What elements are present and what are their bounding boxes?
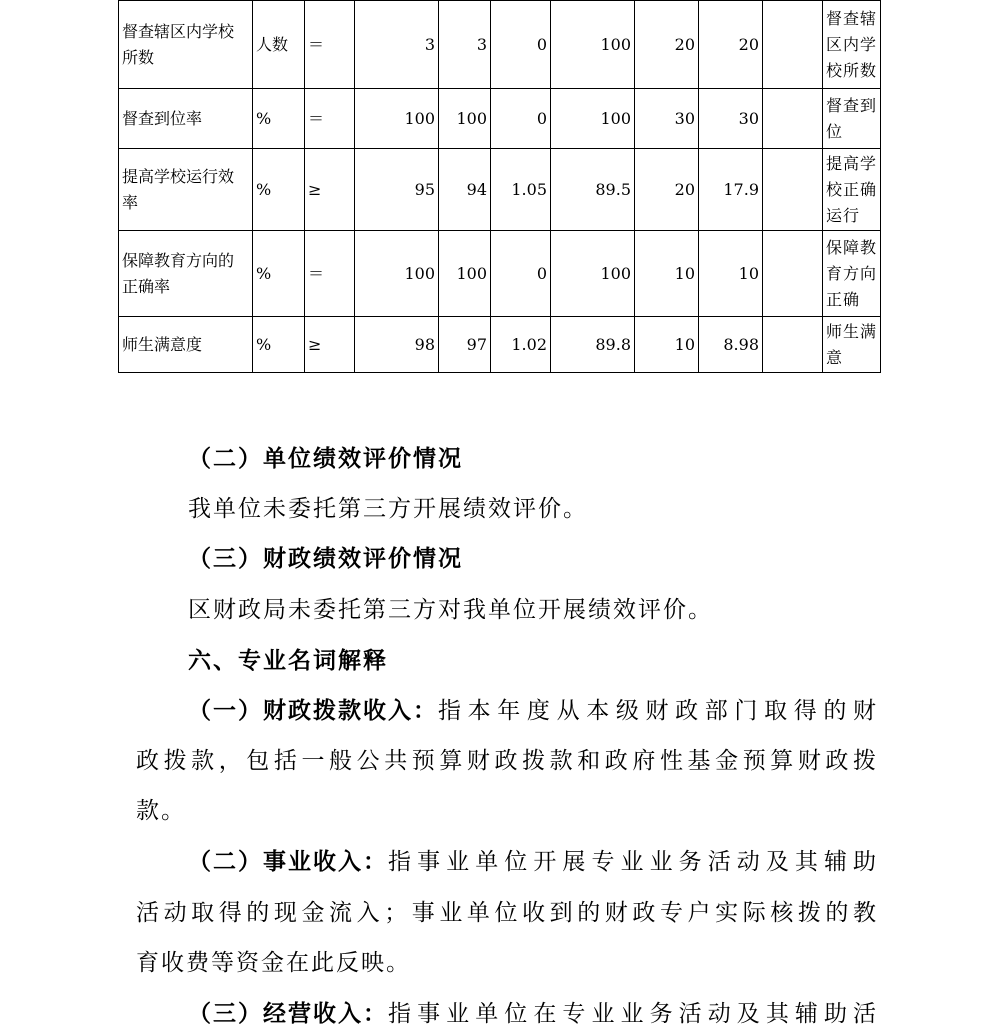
- table-row: [119, 317, 881, 373]
- cell-unit: 人数: [253, 1, 305, 89]
- term1-lead: （一）财政拨款收入：: [188, 697, 438, 724]
- cell-name: 师生满意度: [119, 317, 253, 373]
- cell-v2: 100: [439, 89, 491, 149]
- cell-unit: %: [253, 149, 305, 231]
- cell-v1: 3: [355, 1, 439, 89]
- cell-v5: 20: [635, 1, 699, 89]
- cell-v2: 100: [439, 231, 491, 317]
- cell-v4: 89.8: [551, 317, 635, 373]
- performance-indicator-table: [118, 0, 881, 373]
- cell-v4: 100: [551, 1, 635, 89]
- cell-v7: [763, 231, 823, 317]
- cell-note: 督查到位: [823, 89, 881, 149]
- cell-note: 提高学校正确运行: [823, 149, 881, 231]
- term1-line3: 款。: [136, 798, 186, 824]
- cell-unit: %: [253, 89, 305, 149]
- cell-v2: 94: [439, 149, 491, 231]
- cell-name: 提高学校运行效率: [119, 149, 253, 231]
- term1-line1: 指本年度从本级财政部门取得的财: [438, 698, 878, 724]
- cell-note: 督查辖区内学校所数: [823, 1, 881, 89]
- cell-v5: 30: [635, 89, 699, 149]
- cell-op: ≥: [305, 317, 355, 373]
- term1-first-line: [188, 692, 878, 725]
- cell-op: ＝: [305, 1, 355, 89]
- cell-v1: 100: [355, 89, 439, 149]
- term1-line2: 政拨款，包括一般公共预算财政拨款和政府性基金预算财政拨: [136, 748, 878, 774]
- cell-v3: 1.05: [491, 149, 551, 231]
- term2-line3: 育收费等资金在此反映。: [136, 950, 411, 976]
- cell-v3: 0: [491, 89, 551, 149]
- term2-lead: （二）事业收入：: [188, 848, 388, 875]
- cell-v6: 20: [699, 1, 763, 89]
- glossary-heading: 六、专业名词解释: [188, 647, 388, 674]
- cell-v7: [763, 1, 823, 89]
- cell-v1: 100: [355, 231, 439, 317]
- cell-v2: 3: [439, 1, 491, 89]
- cell-v3: 1.02: [491, 317, 551, 373]
- cell-note: 师生满意: [823, 317, 881, 373]
- cell-op: ＝: [305, 89, 355, 149]
- cell-v5: 20: [635, 149, 699, 231]
- cell-v4: 100: [551, 231, 635, 317]
- cell-v1: 95: [355, 149, 439, 231]
- fiscal-eval-heading: （三）财政绩效评价情况: [188, 545, 463, 572]
- cell-v2: 97: [439, 317, 491, 373]
- cell-v1: 98: [355, 317, 439, 373]
- cell-v6: 30: [699, 89, 763, 149]
- cell-op: ≥: [305, 149, 355, 231]
- cell-v6: 8.98: [699, 317, 763, 373]
- table-row: [119, 231, 881, 317]
- cell-v6: 10: [699, 231, 763, 317]
- cell-note: 保障教育方向正确: [823, 231, 881, 317]
- table-row: [119, 1, 881, 89]
- cell-v3: 0: [491, 231, 551, 317]
- cell-v6: 17.9: [699, 149, 763, 231]
- cell-name: 保障教育方向的正确率: [119, 231, 253, 317]
- cell-v5: 10: [635, 231, 699, 317]
- term3-first-line: [188, 995, 878, 1028]
- table-row: [119, 149, 881, 231]
- fiscal-eval-text: 区财政局未委托第三方对我单位开展绩效评价。: [188, 597, 713, 623]
- cell-unit: %: [253, 231, 305, 317]
- cell-v7: [763, 149, 823, 231]
- table-row: [119, 89, 881, 149]
- term3-lead: （三）经营收入：: [188, 1000, 388, 1027]
- cell-v7: [763, 317, 823, 373]
- cell-name: 督查到位率: [119, 89, 253, 149]
- term3-line1: 指事业单位在专业业务活动及其辅助活: [388, 1001, 878, 1027]
- cell-v3: 0: [491, 1, 551, 89]
- term2-line2: 活动取得的现金流入；事业单位收到的财政专户实际核拨的教: [136, 900, 878, 926]
- term2-first-line: [188, 843, 878, 876]
- unit-eval-heading: （二）单位绩效评价情况: [188, 445, 463, 472]
- cell-v4: 100: [551, 89, 635, 149]
- cell-v4: 89.5: [551, 149, 635, 231]
- term2-line1: 指事业单位开展专业业务活动及其辅助: [388, 849, 878, 875]
- cell-name: 督查辖区内学校所数: [119, 1, 253, 89]
- unit-eval-text: 我单位未委托第三方开展绩效评价。: [188, 496, 588, 522]
- cell-v5: 10: [635, 317, 699, 373]
- cell-op: ＝: [305, 231, 355, 317]
- cell-v7: [763, 89, 823, 149]
- cell-unit: %: [253, 317, 305, 373]
